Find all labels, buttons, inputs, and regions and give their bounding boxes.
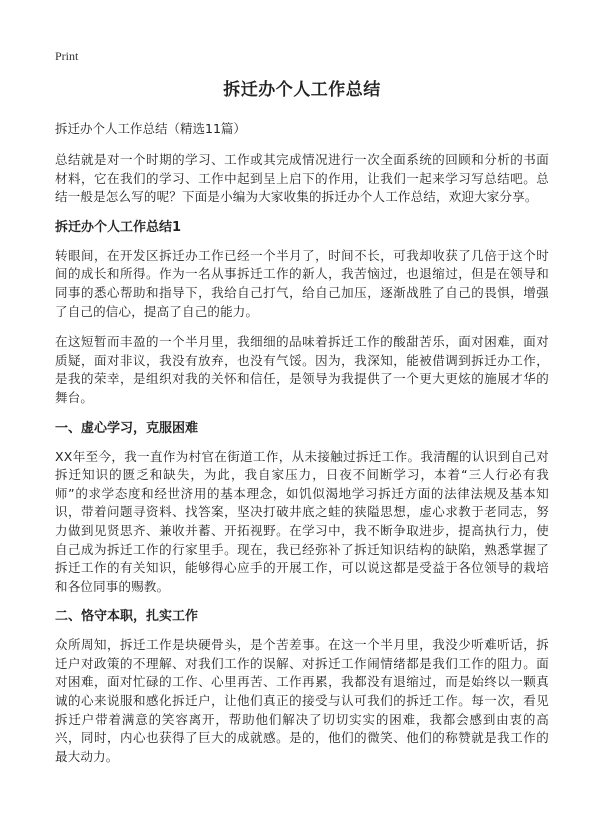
section-1-paragraph-2: 在这短暂而丰盈的一个半月里，我细细的品味着拆迁工作的酸甜苦乐，面对困难，面对质疑，面对非议，我没有放弃，也没有气馁。因为，我深知，能被借调到拆迁办工作，是我的荣幸，是组织对我的关怀和信任，是领导为我提供了一个更大更炫的施展才华的舞台。 [55, 334, 549, 405]
print-link[interactable]: Print [55, 49, 79, 63]
intro-paragraph: 总结就是对一个时期的学习、工作或其完成情况进行一次全面系统的回顾和分析的书面材料，它在我们的学习、工作中起到呈上启下的作用，让我们一起来学习写总结吧。总结一般是怎么写的呢？下面是小编为大家收集的拆迁办个人工作总结，欢迎大家分享。 [55, 152, 549, 205]
section-1-heading: 拆迁办个人工作总结1 [55, 219, 182, 235]
paragraph-duty: 众所周知，拆迁工作是块硬骨头，是个苦差事。在这一个半月里，我没少听难听话，拆迁户对政策的不理解、对我们工作的误解、对拆迁工作闹情绪都是我们工作的阻力。面对困难，面对忙碌的工作、心里再苦、工作再累，我都没有退缩过，而是始终以一颗真诚的心来说服和感化拆迁户，让他们真正的接受与认可我们的拆迁工作。每一次，看见拆迁户带着满意的笑容离开，帮助他们解决了切切实实的困难，我都会感到由衷的高兴，同时，内心也获得了巨大的成就感。是的，他们的微笑、他们的称赞就是我工作的最大动力。 [55, 637, 549, 764]
document-subtitle: 拆迁办个人工作总结（精选11篇） [55, 121, 246, 136]
document-title: 拆迁办个人工作总结 [223, 80, 381, 100]
subheading-learning: 一、虚心学习，克服困难 [55, 420, 199, 436]
subheading-duty: 二、恪守本职，扎实工作 [55, 609, 199, 625]
section-1-paragraph-1: 转眼间，在开发区拆迁办工作已经一个半月了，时间不长，可我却收获了几倍于这个时间的成长和所得。作为一名从事拆迁工作的新人，我苦恼过，也退缩过，但是在领导和同事的悉心帮助和指导下，我给自己打气，给自己加压，逐渐战胜了自己的畏惧，增强了自己的信心，提高了自己的能力。 [55, 247, 549, 319]
document-page [55, 80, 549, 778]
paragraph-learning: XX年至今，我一直作为村官在街道工作，从未接触过拆迁工作。我清醒的认识到自己对拆迁知识的匮乏和缺失，为此，我自家压力，日夜不间断学习，本着“三人行必有我师”的求学态度和经世济用的基本理念，如饥似渴地学习拆迁方面的法律法规及基本知识，带着问题寻资料、找答案，坚决打破井底之蛙的狭隘思想，虚心求教于老同志，努力做到见贤思齐、兼收并蓄、开拓视野。在学习中，我不断争取进步，提高执行力，使自己成为拆迁工作的行家里手。现在，我已经弥补了拆迁知识结构的缺陷，熟悉掌握了拆迁工作的有关知识，能够得心应手的开展工作，可以说这都是受益于各位领导的栽培和各位同事的赐教。 [55, 448, 549, 594]
